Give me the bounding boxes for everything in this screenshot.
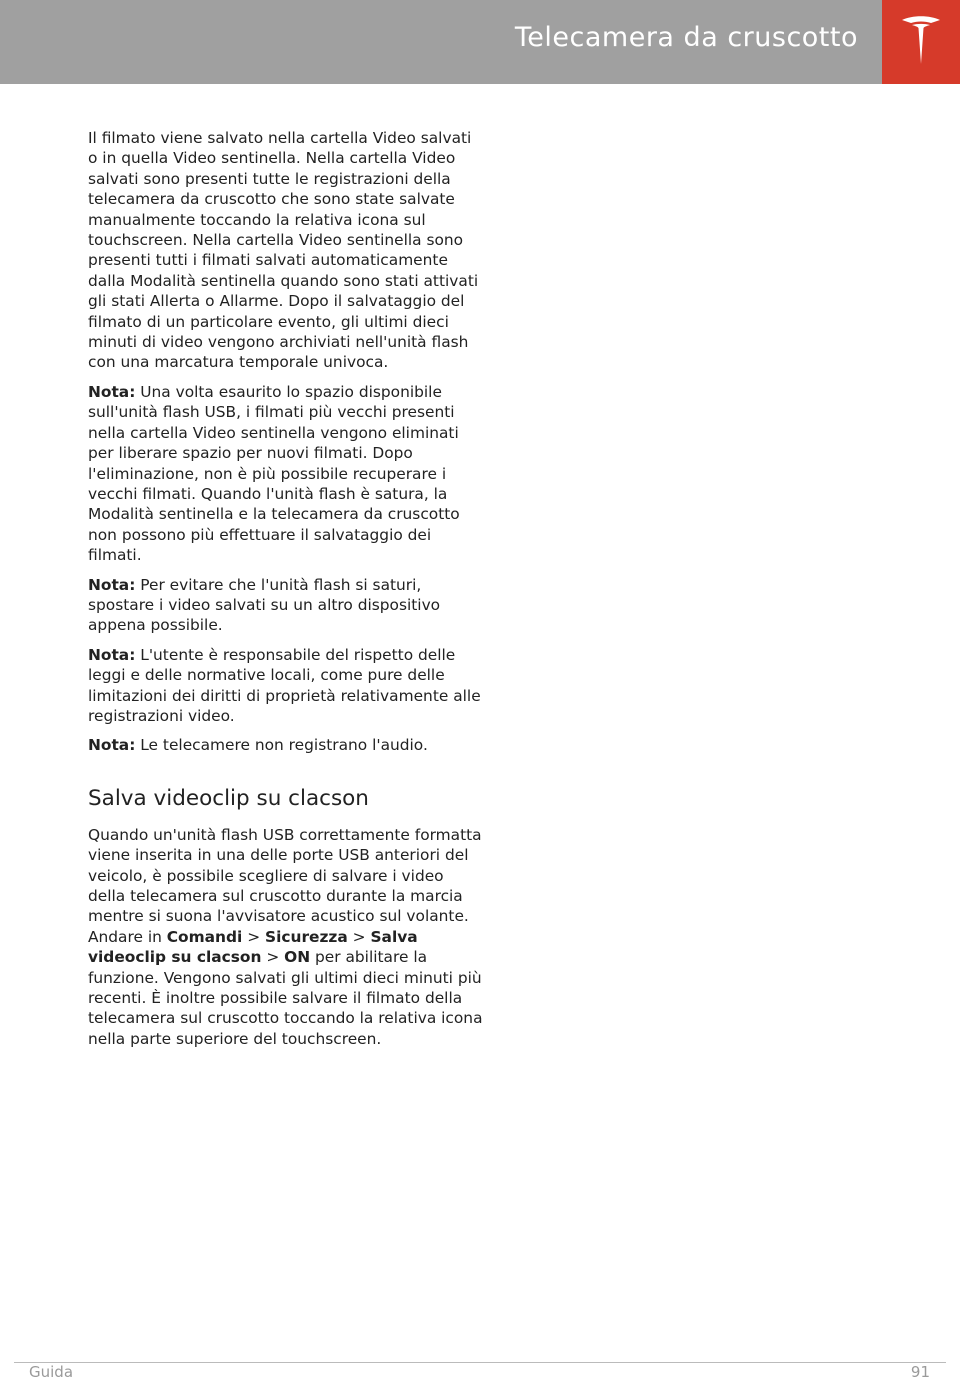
note-text: L'utente è responsabile del rispetto delle leggi e delle normative locali, come pure delle limitazioni dei diritti di proprietà relativamente alle registrazioni video. — [88, 645, 481, 725]
main-content — [88, 128, 484, 1058]
logo-box — [882, 0, 960, 84]
section-text-start: Quando un'unità flash USB correttamente formatta viene inserita in una delle porte USB anteriori del veicolo, è possibile scegliere di salvare i video della telecamera sul cruscotto durante la marcia mentre si suona l'avvisatore acustico sul volante. Andare in — [88, 825, 482, 946]
note-text: Le telecamere non registrano l'audio. — [135, 736, 428, 755]
note-label: Nota: — [88, 645, 136, 664]
note-label: Nota: — [88, 736, 136, 755]
intro-paragraph: Il filmato viene salvato nella cartella Video salvati o in quella Video sentinella. Nella cartella Video salvati sono presenti tutte le registrazioni della telecamera da cruscotto che sono state salvate manualmente toccando la relativa icona sul touchscreen. Nella cartella Video sentinella sono presenti tutti i filmati salvati automaticamente dalla Modalità sentinella quando sono stati attivati gli stati Allerta o Allarme. Dopo il salvataggio del filmato di un particolare evento, gli ultimi dieci minuti di video vengono archiviati nell'unità flash con una marcatura temporale univoca. — [88, 129, 479, 372]
note-text: Una volta esaurito lo spazio disponibile sull'unità flash USB, i filmati più vecchi presenti nella cartella Video sentinella vengono eliminati per liberare spazio per nuovi filmati. Dopo l'eliminazione, non è più possibile recuperare i vecchi filmati. Quando l'unità flash è satura, la Modalità sentinella e la telecamera da cruscotto non possono più effettuare il salvataggio dei filmati. — [88, 382, 460, 565]
menu-sicurezza: Sicurezza — [265, 927, 348, 946]
page-number: 91 — [910, 1363, 930, 1381]
page-header — [0, 0, 960, 84]
note-paragraph — [88, 735, 484, 755]
menu-on: ON — [284, 948, 311, 967]
note-label: Nota: — [88, 382, 136, 401]
footer-section-label: Guida — [29, 1363, 74, 1381]
note-label: Nota: — [88, 575, 136, 594]
note-paragraph — [88, 575, 484, 636]
menu-separator: > — [347, 927, 371, 946]
page-title: Telecamera da cruscotto — [514, 22, 858, 53]
section-text-end: per abilitare la funzione. Vengono salvati gli ultimi dieci minuti più recenti. È inoltre possibile salvare il filmato della telecamera sul cruscotto toccando la relativa icona nella parte superiore del touchscreen. — [88, 948, 483, 1048]
note-text: Per evitare che l'unità flash si saturi, spostare i video salvati su un altro dispositivo appena possibile. — [88, 575, 441, 635]
menu-comandi: Comandi — [166, 927, 243, 946]
menu-separator: > — [242, 927, 265, 946]
menu-salva-videoclip: Salva videoclip su clacson — [88, 927, 418, 967]
tesla-logo-icon — [900, 14, 942, 66]
section-paragraph — [88, 825, 484, 1049]
menu-separator: > — [261, 948, 285, 967]
footer-divider — [14, 1362, 946, 1363]
section-heading: Salva videoclip su clacson — [88, 785, 369, 811]
note-paragraph — [88, 382, 484, 566]
note-paragraph — [88, 645, 484, 727]
